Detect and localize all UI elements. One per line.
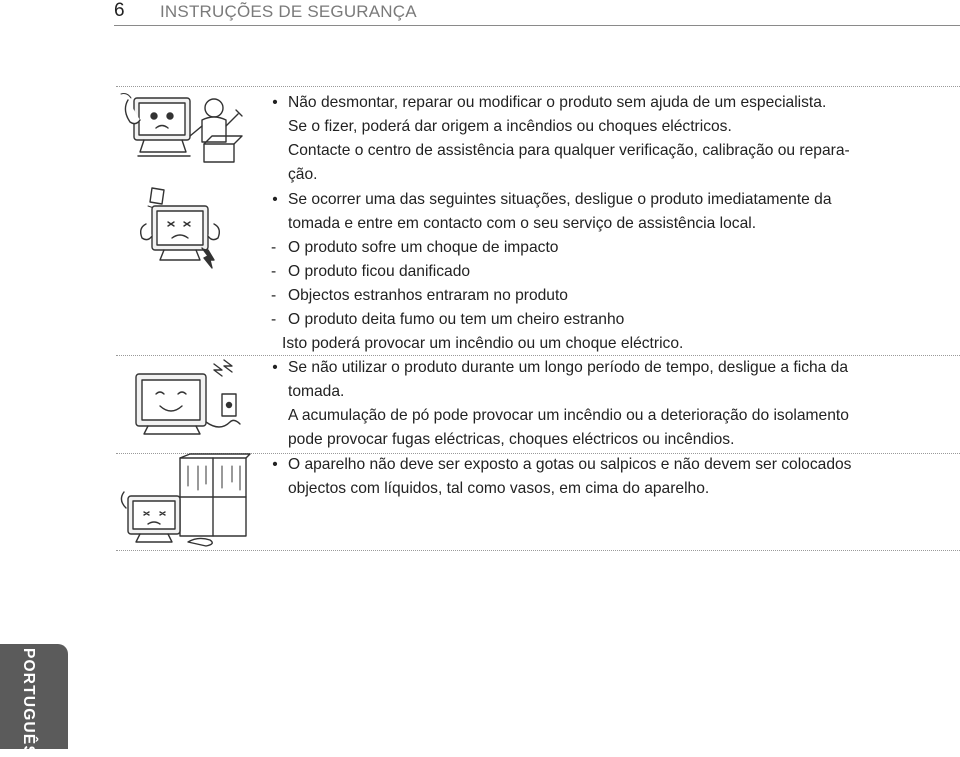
liquid-warning-illustration bbox=[118, 452, 252, 548]
safety-item bbox=[268, 453, 938, 501]
bullet-item bbox=[268, 356, 938, 452]
dash: - bbox=[271, 263, 277, 280]
dash: - bbox=[271, 239, 277, 256]
water-puddle-icon bbox=[188, 538, 212, 546]
sub-item bbox=[268, 308, 938, 332]
tv-eye bbox=[167, 113, 173, 119]
toolbox-icon bbox=[204, 144, 234, 162]
dash: - bbox=[271, 311, 277, 328]
sleep-z-icon bbox=[224, 360, 232, 372]
bullet-dot: • bbox=[272, 359, 278, 376]
repairman-body bbox=[202, 117, 226, 142]
text-line: Se o fizer, poderá dar origem a incêndios ou choques eléctricos. bbox=[288, 118, 732, 135]
repair-warning-illustration bbox=[118, 90, 252, 170]
sleep-z-icon bbox=[214, 364, 222, 376]
bullet-dot: • bbox=[272, 94, 278, 111]
text-line: tomada e entre em contacto com o seu serviço de assistência local. bbox=[288, 215, 757, 232]
tv-hand bbox=[121, 492, 126, 508]
repairman-arm bbox=[190, 126, 202, 136]
spark-icon bbox=[202, 248, 214, 268]
bullet-dot: • bbox=[272, 191, 278, 208]
tv-stand bbox=[136, 534, 172, 542]
falling-cup-icon bbox=[150, 188, 164, 204]
bullet-item bbox=[268, 91, 938, 187]
text-line: A acumulação de pó pode provocar um incêndio ou a deterioração do isolamento bbox=[288, 407, 849, 424]
sub-item bbox=[268, 260, 938, 284]
tv-stand bbox=[160, 250, 200, 260]
row-divider bbox=[116, 86, 960, 87]
note-line: Isto poderá provocar um incêndio ou um choque eléctrico. bbox=[282, 335, 684, 352]
page-number: 6 bbox=[114, 0, 125, 21]
safety-item bbox=[268, 188, 938, 356]
dash: - bbox=[271, 287, 277, 304]
text-line: ção. bbox=[288, 166, 318, 183]
tv-eye bbox=[151, 113, 157, 119]
text-line: pode provocar fugas eléctricas, choques eléctricos ou incêndios. bbox=[288, 431, 735, 448]
safety-item bbox=[268, 91, 938, 187]
text-line: Contacte o centro de assistência para qualquer verificação, calibração ou repara- bbox=[288, 142, 850, 159]
page-title: INSTRUÇÕES DE SEGURANÇA bbox=[160, 2, 417, 21]
sub-item bbox=[268, 236, 938, 260]
bullet-item bbox=[268, 188, 938, 236]
safety-item bbox=[268, 356, 938, 452]
sub-item-text: Objectos estranhos entraram no produto bbox=[288, 287, 568, 304]
text-line: objectos com líquidos, tal como vasos, em cima do aparelho. bbox=[288, 480, 710, 497]
power-cord bbox=[206, 420, 240, 427]
unplug-illustration bbox=[118, 358, 252, 442]
sub-item-text: O produto sofre um choque de impacto bbox=[288, 239, 559, 256]
tv-hand bbox=[141, 224, 152, 240]
bullet-dot: • bbox=[272, 456, 278, 473]
text-line: O aparelho não deve ser exposto a gotas ou salpicos e não devem ser colocados bbox=[288, 456, 852, 473]
repairman-head bbox=[205, 99, 223, 117]
sub-item-text: O produto ficou danificado bbox=[288, 263, 471, 280]
header-divider bbox=[114, 25, 960, 26]
bullet-item bbox=[268, 453, 938, 501]
sub-item-text: O produto deita fumo ou tem um cheiro estranho bbox=[288, 311, 625, 328]
tv-stand bbox=[140, 140, 186, 152]
row-divider bbox=[116, 550, 960, 551]
screwdriver-icon bbox=[226, 110, 242, 126]
text-line: Não desmontar, reparar ou modificar o produto sem ajuda de um especialista. bbox=[288, 94, 827, 111]
language-tab bbox=[0, 644, 68, 757]
text-line: Se ocorrer uma das seguintes situações, desligue o produto imediatamente da bbox=[288, 191, 832, 208]
tv-stand bbox=[144, 426, 200, 434]
damaged-product-illustration bbox=[118, 184, 252, 274]
language-tab-label: PORTUGUÊS bbox=[20, 648, 37, 757]
text-line: tomada. bbox=[288, 383, 345, 400]
text-line: Se não utilizar o produto durante um longo período de tempo, desligue a ficha da bbox=[288, 359, 849, 376]
tv-hand bbox=[208, 224, 219, 240]
sub-item bbox=[268, 284, 938, 308]
